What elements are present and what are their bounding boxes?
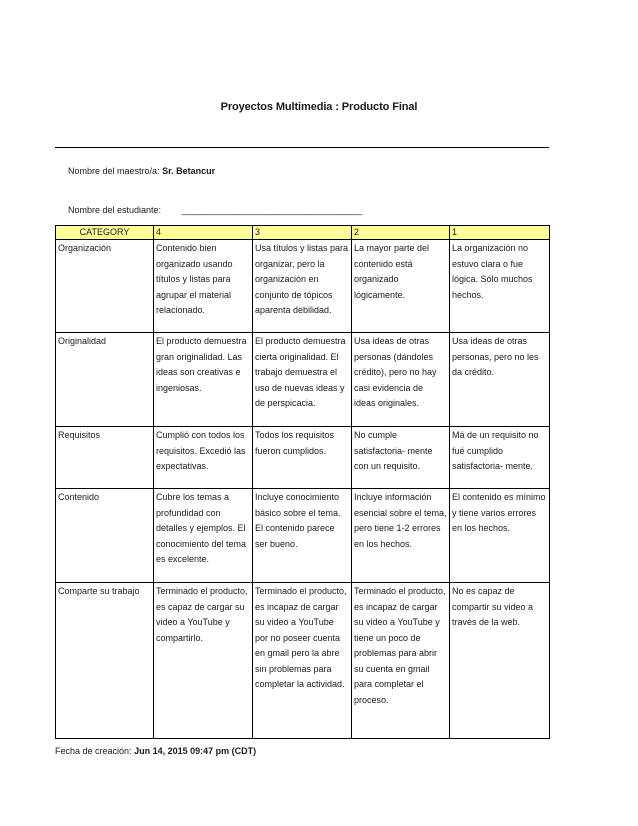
cell-score-3: Terminado el producto, es incapaz de cargar su video a YouTube por no poseer cuenta en gmail pero la abre sin problemas para completar la actividad. — [253, 583, 352, 739]
row-category: Requisitos — [56, 427, 154, 489]
cell-score-4: El producto demuestra gran originalidad. Las ideas son creativas e ingeniosas. — [154, 333, 253, 427]
header-score-3: 3 — [253, 226, 352, 240]
cell-score-2: Incluye información esencial sobre el tema, pero tiene 1-2 errores en los hechos. — [352, 489, 450, 583]
cell-score-1: No es capaz de compartir su video a través de la web. — [450, 583, 550, 739]
rubric-header-row — [56, 226, 550, 240]
table-row — [56, 333, 550, 427]
cell-score-4: Cubre los temas a profundidad con detalles y ejemplos. El conocimiento del tema es excelente. — [154, 489, 253, 583]
row-category: Comparte su trabajo — [56, 583, 154, 739]
footer-label: Fecha de creación: — [55, 746, 132, 756]
cell-score-3: Usa títulos y listas para organizar, pero la organización en conjunto de tópicos aparenta debilidad. — [253, 240, 352, 333]
title-divider — [55, 147, 549, 148]
header-score-2: 2 — [352, 226, 450, 240]
teacher-name: Sr. Betancur — [162, 166, 216, 176]
rubric-table — [55, 225, 550, 739]
table-row — [56, 489, 550, 583]
teacher-line — [68, 166, 215, 176]
cell-score-2: No cumple satisfactoria- mente con un requisito. — [352, 427, 450, 489]
cell-score-1: Usa ideas de otras personas, pero no les da crédito. — [450, 333, 550, 427]
cell-score-1: Má de un requisito no fué cumplido satisfactoria- mente. — [450, 427, 550, 489]
cell-score-4: Terminado el producto, es capaz de cargar su video a YouTube y compartirlo. — [154, 583, 253, 739]
cell-score-2: Usa ideas de otras personas (dándoles crédito), pero no hay casi evidencia de ideas originales. — [352, 333, 450, 427]
cell-score-2: La mayor parte del contenido está organizado lógicamente. — [352, 240, 450, 333]
cell-score-2: Terminado el producto, es incapaz de cargar su video a YouTube y tiene un poco de problemas para abrir su cuenta en gmail para completar el proceso. — [352, 583, 450, 739]
student-name-blank: ________________________________________ — [181, 205, 362, 215]
table-row — [56, 240, 550, 333]
row-category: Organización — [56, 240, 154, 333]
cell-score-3: El producto demuestra cierta originalidad. El trabajo demuestra el uso de nuevas ideas y de perspicacia. — [253, 333, 352, 427]
table-row — [56, 583, 550, 739]
cell-score-3: Incluye conocimiento básico sobre el tema. El contenido parece ser bueno. — [253, 489, 352, 583]
header-category: CATEGORY — [56, 226, 154, 240]
cell-score-1: La organización no estuvo clara o fue lógica. Sólo muchos hechos. — [450, 240, 550, 333]
student-label: Nombre del estudiante: — [68, 205, 162, 215]
table-row — [56, 427, 550, 489]
header-score-1: 1 — [450, 226, 550, 240]
footer-date: Jun 14, 2015 09:47 pm (CDT) — [134, 746, 257, 756]
row-category: Originalidad — [56, 333, 154, 427]
cell-score-1: El contenido es mínimo y tiene varios errores en los hechos. — [450, 489, 550, 583]
page-title: Proyectos Multimedia : Producto Final — [220, 101, 418, 113]
cell-score-3: Todos los requisitos fueron cumplidos. — [253, 427, 352, 489]
cell-score-4: Cumplió con todos los requisitos. Excedió las expectativas. — [154, 427, 253, 489]
student-line — [68, 205, 362, 215]
header-score-4: 4 — [154, 226, 253, 240]
row-category: Contenido — [56, 489, 154, 583]
cell-score-4: Contenido bien organizado usando títulos y listas para agrupar el material relacionado. — [154, 240, 253, 333]
creation-date-footer — [55, 746, 256, 756]
teacher-label: Nombre del maestro/a: — [68, 166, 160, 176]
